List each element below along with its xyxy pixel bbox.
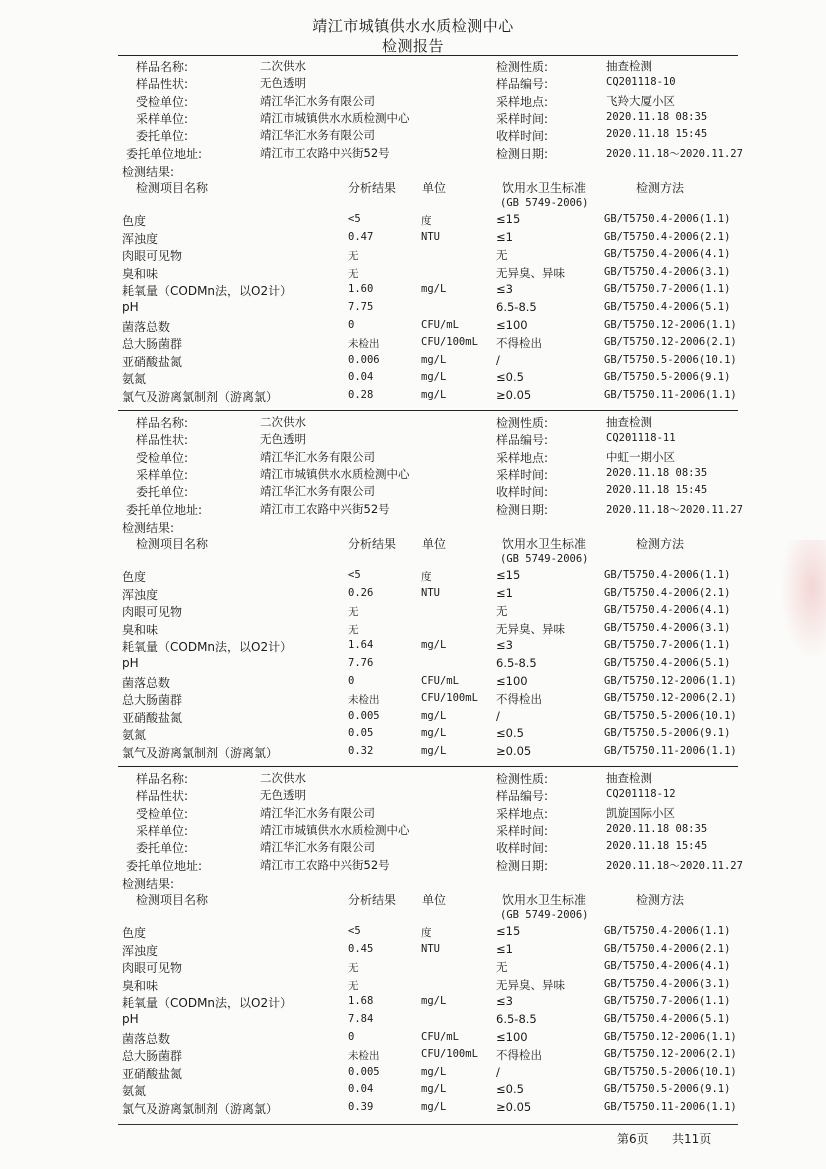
info-label-test-nature: 检测性质: — [496, 60, 549, 74]
result-method: GB/T5750.4-2006(4.1) — [604, 248, 731, 261]
result-item-name: 亚硝酸盐氮 — [122, 710, 183, 725]
info-label-test-date: 检测日期: — [496, 858, 549, 873]
result-item-name: 臭和味 — [122, 978, 159, 993]
org-title: 靖江市城镇供水水质检测中心 — [312, 17, 514, 35]
result-item-name: 菌落总数 — [122, 1031, 171, 1046]
result-value: 无 — [348, 962, 359, 975]
result-unit: mg/L — [421, 745, 447, 757]
info-value-sampling-time: 2020.11.18 08:35 — [606, 110, 708, 123]
result-method: GB/T5750.4-2006(1.1) — [604, 569, 731, 581]
result-item-name: 浑浊度 — [122, 231, 159, 246]
result-item-name: 耗氧量（CODMn法，以O2计） — [122, 996, 293, 1011]
result-standard: ≤15 — [496, 924, 521, 938]
info-value-sample-name: 二次供水 — [260, 771, 306, 785]
info-value-test-nature: 抽查检测 — [606, 415, 652, 429]
result-method: GB/T5750.12-2006(2.1) — [604, 692, 737, 705]
result-standard: 无异臭、异味 — [496, 977, 565, 992]
result-item-name: 氨氮 — [122, 728, 147, 743]
results-label: 检测结果: — [122, 877, 175, 891]
result-item-name: 菌落总数 — [122, 675, 171, 690]
info-label-client-address: 委托单位地址: — [126, 858, 203, 873]
result-unit: CFU/mL — [421, 1030, 459, 1043]
result-method: GB/T5750.7-2006(1.1) — [604, 639, 731, 652]
result-standard: ≤100 — [496, 673, 528, 688]
col-header-result: 分析结果 — [348, 181, 397, 195]
page-total: 共11页 — [672, 1132, 712, 1146]
result-method: GB/T5750.4-2006(4.1) — [604, 960, 731, 973]
result-item-name: 臭和味 — [122, 622, 159, 637]
result-method: GB/T5750.4-2006(1.1) — [604, 213, 731, 225]
result-item-name: 色度 — [122, 214, 147, 228]
result-standard: 无 — [496, 604, 508, 619]
info-value-sampling-site: 凯旋国际小区 — [606, 805, 675, 820]
result-item-name: 色度 — [122, 570, 147, 584]
info-value-sample-name: 二次供水 — [260, 415, 306, 429]
result-unit: mg/L — [421, 1065, 447, 1078]
info-value-receive-time: 2020.11.18 15:45 — [606, 484, 708, 497]
info-value-sampling-unit: 靖江市城镇供水水质检测中心 — [260, 110, 410, 125]
info-label-sample-property: 样品性状: — [136, 789, 189, 804]
result-standard: ≥0.05 — [496, 388, 532, 402]
result-item-name: pH — [122, 300, 139, 314]
info-value-sample-no: CQ201118-10 — [606, 76, 676, 89]
info-label-client-unit: 委托单位: — [136, 485, 189, 500]
info-label-receiving-unit: 受检单位: — [136, 450, 189, 465]
result-value: 未检出 — [348, 338, 380, 351]
info-value-sample-name: 二次供水 — [260, 59, 306, 73]
info-label-sample-no: 样品编号: — [496, 433, 549, 448]
result-value: 无 — [348, 623, 359, 636]
result-method: GB/T5750.5-2006(9.1) — [604, 371, 731, 384]
result-value: 7.84 — [348, 1013, 374, 1025]
info-label-sampling-site: 采样地点: — [496, 450, 549, 465]
result-value: 0 — [348, 318, 355, 331]
result-item-name: 亚硝酸盐氮 — [122, 354, 183, 369]
block-separator-rule — [118, 766, 738, 767]
result-unit: mg/L — [421, 283, 447, 296]
result-value: 0 — [348, 674, 355, 687]
result-method: GB/T5750.4-2006(5.1) — [604, 657, 731, 669]
result-item-name: 氯气及游离氯制剂（游离氯） — [122, 390, 279, 404]
info-label-sampling-site: 采样地点: — [496, 94, 549, 109]
result-method: GB/T5750.5-2006(10.1) — [604, 709, 737, 722]
info-label-sample-no: 样品编号: — [496, 77, 549, 92]
result-unit: CFU/mL — [421, 674, 459, 687]
result-item-name: 肉眼可见物 — [122, 961, 183, 976]
block-separator-rule — [118, 410, 738, 411]
result-value: 7.76 — [348, 657, 374, 669]
result-standard: ≤3 — [496, 282, 513, 297]
result-standard: 不得检出 — [496, 1048, 542, 1063]
result-value: 0.28 — [348, 389, 374, 401]
result-value: 0.005 — [348, 709, 380, 722]
result-standard: ≤15 — [496, 568, 521, 582]
info-label-sample-name: 样品名称: — [136, 60, 189, 74]
info-value-test-date: 2020.11.18～2020.11.27 — [606, 147, 743, 160]
result-value: 0 — [348, 1030, 355, 1043]
result-standard: / — [496, 352, 500, 367]
result-item-name: 氨氮 — [122, 372, 147, 387]
result-standard: ≤0.5 — [496, 370, 524, 385]
result-unit: 度 — [421, 571, 432, 583]
result-unit: mg/L — [421, 1083, 447, 1096]
result-method: GB/T5750.4-2006(2.1) — [604, 586, 731, 599]
col-header-standard-sub: (GB 5749-2006) — [500, 909, 589, 921]
info-value-client-unit: 靖江华汇水务有限公司 — [260, 484, 375, 499]
result-item-name: 总大肠菌群 — [122, 693, 183, 708]
info-value-sampling-time: 2020.11.18 08:35 — [606, 466, 708, 479]
result-unit: mg/L — [421, 709, 447, 722]
col-header-result: 分析结果 — [348, 893, 397, 907]
result-item-name: 肉眼可见物 — [122, 249, 183, 264]
col-header-method: 检测方法 — [636, 537, 685, 551]
result-standard: 无异臭、异味 — [496, 621, 565, 636]
result-standard: ≤15 — [496, 212, 521, 226]
info-value-receive-time: 2020.11.18 15:45 — [606, 128, 708, 141]
result-value: 无 — [348, 250, 359, 263]
info-label-sample-property: 样品性状: — [136, 77, 189, 92]
result-item-name: 氨氮 — [122, 1084, 147, 1099]
result-method: GB/T5750.4-2006(5.1) — [604, 301, 731, 313]
result-unit: mg/L — [421, 727, 447, 740]
result-standard: ≤100 — [496, 317, 528, 332]
info-label-sampling-time: 采样时间: — [496, 111, 549, 126]
result-method: GB/T5750.4-2006(1.1) — [604, 925, 731, 937]
result-standard: ≤0.5 — [496, 726, 524, 741]
info-label-test-date: 检测日期: — [496, 502, 549, 517]
result-value: 0.006 — [348, 353, 380, 366]
result-value: 未检出 — [348, 1050, 380, 1063]
result-value: 0.005 — [348, 1065, 380, 1078]
result-method: GB/T5750.11-2006(1.1) — [604, 1101, 737, 1113]
result-method: GB/T5750.12-2006(1.1) — [604, 674, 737, 687]
col-header-standard: 饮用水卫生标准 — [502, 537, 587, 551]
result-standard: 无 — [496, 248, 508, 263]
result-unit: NTU — [421, 942, 440, 955]
result-method: GB/T5750.4-2006(5.1) — [604, 1013, 731, 1025]
bottom-rule — [118, 1124, 738, 1125]
result-value: 1.68 — [348, 995, 374, 1008]
result-unit: mg/L — [421, 371, 447, 384]
result-standard: ≥0.05 — [496, 1100, 532, 1114]
info-label-test-nature: 检测性质: — [496, 416, 549, 430]
info-value-sample-no: CQ201118-11 — [606, 432, 676, 445]
info-value-sample-property: 无色透明 — [260, 432, 306, 447]
result-standard: / — [496, 1064, 500, 1079]
info-label-sample-name: 样品名称: — [136, 772, 189, 786]
results-label: 检测结果: — [122, 521, 175, 535]
info-value-sampling-time: 2020.11.18 08:35 — [606, 822, 708, 835]
top-rule — [118, 55, 738, 56]
info-label-sampling-time: 采样时间: — [496, 823, 549, 838]
result-standard: 6.5-8.5 — [496, 1012, 537, 1026]
result-item-name: pH — [122, 656, 139, 670]
result-value: 0.26 — [348, 586, 374, 599]
info-value-client-address: 靖江市工农路中兴街52号 — [260, 145, 390, 160]
result-unit: 度 — [421, 927, 432, 939]
result-standard: ≤1 — [496, 941, 513, 956]
result-method: GB/T5750.7-2006(1.1) — [604, 283, 731, 296]
result-unit: mg/L — [421, 639, 447, 652]
info-label-test-nature: 检测性质: — [496, 772, 549, 786]
result-standard: 无 — [496, 960, 508, 975]
result-value: 0.04 — [348, 1083, 374, 1096]
info-label-sample-property: 样品性状: — [136, 433, 189, 448]
result-method: GB/T5750.4-2006(3.1) — [604, 265, 731, 278]
col-header-result: 分析结果 — [348, 537, 397, 551]
result-value: 1.60 — [348, 283, 374, 296]
result-unit: CFU/100mL — [421, 1048, 478, 1061]
col-header-item: 检测项目名称 — [136, 181, 209, 195]
result-standard: ≤1 — [496, 585, 513, 600]
col-header-item: 检测项目名称 — [136, 893, 209, 907]
info-value-sample-property: 无色透明 — [260, 76, 306, 91]
info-label-sampling-time: 采样时间: — [496, 467, 549, 482]
result-standard: / — [496, 708, 500, 723]
info-value-test-nature: 抽查检测 — [606, 59, 652, 73]
result-standard: 6.5-8.5 — [496, 656, 537, 670]
col-header-standard: 饮用水卫生标准 — [502, 893, 587, 907]
result-item-name: 肉眼可见物 — [122, 605, 183, 620]
result-value: 0.04 — [348, 371, 374, 384]
result-value: 0.39 — [348, 1101, 374, 1113]
result-method: GB/T5750.4-2006(2.1) — [604, 942, 731, 955]
result-unit: NTU — [421, 586, 440, 599]
page-number: 第6页 — [617, 1132, 649, 1146]
info-value-client-address: 靖江市工农路中兴街52号 — [260, 857, 390, 872]
col-header-unit: 单位 — [422, 537, 447, 551]
info-label-sample-no: 样品编号: — [496, 789, 549, 804]
result-item-name: 耗氧量（CODMn法，以O2计） — [122, 284, 293, 299]
info-label-test-date: 检测日期: — [496, 146, 549, 161]
result-item-name: 亚硝酸盐氮 — [122, 1066, 183, 1081]
col-header-standard: 饮用水卫生标准 — [502, 181, 587, 195]
result-value: 无 — [348, 606, 359, 619]
result-item-name: 臭和味 — [122, 266, 159, 281]
info-label-sample-name: 样品名称: — [136, 416, 189, 430]
result-standard: ≤1 — [496, 229, 513, 244]
result-item-name: 浑浊度 — [122, 943, 159, 958]
info-label-sampling-site: 采样地点: — [496, 806, 549, 821]
result-standard: 无异臭、异味 — [496, 265, 565, 280]
result-standard: ≤0.5 — [496, 1082, 524, 1097]
info-value-sampling-unit: 靖江市城镇供水水质检测中心 — [260, 466, 410, 481]
result-item-name: 菌落总数 — [122, 319, 171, 334]
result-item-name: 色度 — [122, 926, 147, 940]
result-item-name: 总大肠菌群 — [122, 337, 183, 352]
result-method: GB/T5750.5-2006(9.1) — [604, 727, 731, 740]
info-value-receiving-unit: 靖江华汇水务有限公司 — [260, 93, 375, 108]
result-value: <5 — [348, 569, 361, 581]
result-value: 未检出 — [348, 694, 380, 707]
result-value: 0.32 — [348, 745, 374, 757]
result-method: GB/T5750.12-2006(2.1) — [604, 1048, 737, 1061]
result-method: GB/T5750.5-2006(10.1) — [604, 1065, 737, 1078]
info-label-sampling-unit: 采样单位: — [136, 823, 189, 838]
col-header-method: 检测方法 — [636, 893, 685, 907]
info-value-test-date: 2020.11.18～2020.11.27 — [606, 503, 743, 516]
result-item-name: 氯气及游离氯制剂（游离氯） — [122, 746, 279, 760]
info-label-receive-time: 收样时间: — [496, 129, 549, 144]
result-value: 0.05 — [348, 727, 374, 740]
col-header-method: 检测方法 — [636, 181, 685, 195]
info-label-receive-time: 收样时间: — [496, 841, 549, 856]
result-standard: ≤100 — [496, 1029, 528, 1044]
info-value-receiving-unit: 靖江华汇水务有限公司 — [260, 805, 375, 820]
result-standard: ≤3 — [496, 994, 513, 1009]
result-method: GB/T5750.4-2006(3.1) — [604, 977, 731, 990]
info-label-client-unit: 委托单位: — [136, 841, 189, 856]
info-value-sampling-site: 飞羚大厦小区 — [606, 93, 675, 108]
result-standard: 不得检出 — [496, 336, 542, 351]
col-header-standard-sub: (GB 5749-2006) — [500, 197, 589, 209]
result-item-name: 总大肠菌群 — [122, 1049, 183, 1064]
info-value-test-date: 2020.11.18～2020.11.27 — [606, 859, 743, 872]
result-value: 无 — [348, 267, 359, 280]
result-value: <5 — [348, 925, 361, 937]
result-unit: CFU/100mL — [421, 692, 478, 705]
col-header-standard-sub: (GB 5749-2006) — [500, 553, 589, 565]
result-method: GB/T5750.12-2006(1.1) — [604, 318, 737, 331]
result-item-name: 耗氧量（CODMn法，以O2计） — [122, 640, 293, 655]
result-item-name: 氯气及游离氯制剂（游离氯） — [122, 1102, 279, 1116]
result-unit: 度 — [421, 215, 432, 227]
info-value-test-nature: 抽查检测 — [606, 771, 652, 785]
info-value-sampling-site: 中虹一期小区 — [606, 449, 675, 464]
results-label: 检测结果: — [122, 165, 175, 179]
result-unit: mg/L — [421, 353, 447, 366]
info-value-client-address: 靖江市工农路中兴街52号 — [260, 501, 390, 516]
stamp-mark — [780, 540, 826, 660]
col-header-unit: 单位 — [422, 181, 447, 195]
result-method: GB/T5750.12-2006(1.1) — [604, 1030, 737, 1043]
result-value: 0.45 — [348, 942, 374, 955]
result-method: GB/T5750.7-2006(1.1) — [604, 995, 731, 1008]
info-label-client-address: 委托单位地址: — [126, 146, 203, 161]
result-unit: mg/L — [421, 995, 447, 1008]
info-label-client-address: 委托单位地址: — [126, 502, 203, 517]
result-standard: ≥0.05 — [496, 744, 532, 758]
result-unit: CFU/mL — [421, 318, 459, 331]
result-method: GB/T5750.12-2006(2.1) — [604, 336, 737, 349]
info-value-client-unit: 靖江华汇水务有限公司 — [260, 840, 375, 855]
info-value-sampling-unit: 靖江市城镇供水水质检测中心 — [260, 822, 410, 837]
info-value-receive-time: 2020.11.18 15:45 — [606, 840, 708, 853]
result-unit: CFU/100mL — [421, 336, 478, 349]
col-header-unit: 单位 — [422, 893, 447, 907]
result-standard: ≤3 — [496, 638, 513, 653]
result-unit: NTU — [421, 230, 440, 243]
info-label-receiving-unit: 受检单位: — [136, 806, 189, 821]
result-value: 1.64 — [348, 639, 374, 652]
result-method: GB/T5750.11-2006(1.1) — [604, 745, 737, 757]
result-standard: 不得检出 — [496, 692, 542, 707]
result-value: 7.75 — [348, 301, 374, 313]
info-value-sample-property: 无色透明 — [260, 788, 306, 803]
info-label-receive-time: 收样时间: — [496, 485, 549, 500]
info-label-client-unit: 委托单位: — [136, 129, 189, 144]
result-standard: 6.5-8.5 — [496, 300, 537, 314]
result-value: 0.47 — [348, 230, 374, 243]
result-unit: mg/L — [421, 1101, 447, 1113]
result-method: GB/T5750.5-2006(10.1) — [604, 353, 737, 366]
info-label-sampling-unit: 采样单位: — [136, 467, 189, 482]
result-value: 无 — [348, 979, 359, 992]
result-method: GB/T5750.5-2006(9.1) — [604, 1083, 731, 1096]
result-method: GB/T5750.4-2006(2.1) — [604, 230, 731, 243]
result-unit: mg/L — [421, 389, 447, 401]
info-label-sampling-unit: 采样单位: — [136, 111, 189, 126]
result-value: <5 — [348, 213, 361, 225]
result-method: GB/T5750.11-2006(1.1) — [604, 389, 737, 401]
result-method: GB/T5750.4-2006(4.1) — [604, 604, 731, 617]
info-value-sample-no: CQ201118-12 — [606, 788, 676, 801]
report-title: 检测报告 — [381, 37, 444, 55]
info-label-receiving-unit: 受检单位: — [136, 94, 189, 109]
col-header-item: 检测项目名称 — [136, 537, 209, 551]
info-value-receiving-unit: 靖江华汇水务有限公司 — [260, 449, 375, 464]
info-value-client-unit: 靖江华汇水务有限公司 — [260, 128, 375, 143]
result-method: GB/T5750.4-2006(3.1) — [604, 621, 731, 634]
result-item-name: 浑浊度 — [122, 587, 159, 602]
result-item-name: pH — [122, 1012, 139, 1026]
